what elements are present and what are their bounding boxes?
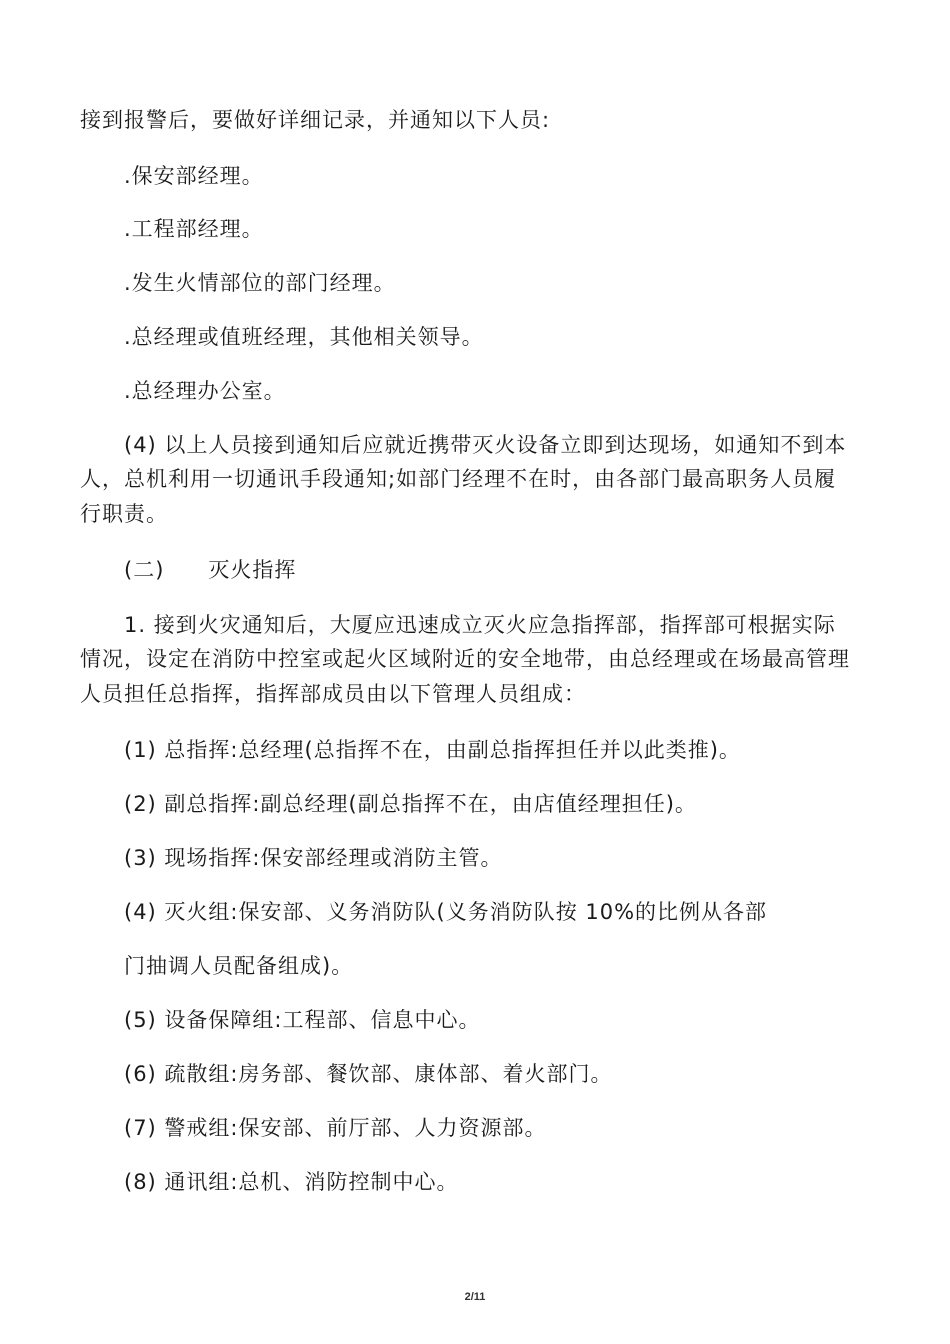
list-item-general-manager: .总经理或值班经理，其他相关领导。 — [124, 325, 484, 349]
list-item-communication-group: (8) 通讯组:总机、消防控制中心。 — [124, 1170, 459, 1194]
list-item-onsite-commander: (3) 现场指挥:保安部经理或消防主管。 — [124, 846, 503, 870]
list-item-security-cordon-group: (7) 警戒组:保安部、前厅部、人力资源部。 — [124, 1116, 547, 1140]
list-item-firefighting-group-line-1: (4) 灭火组:保安部、义务消防队(义务消防队按 10%的比例从各部 — [124, 900, 768, 924]
list-item-gm-office: .总经理办公室。 — [124, 379, 286, 403]
paragraph-1-line-2: 情况，设定在消防中控室或起火区域附近的安全地带，由总经理或在场最高管理 — [80, 647, 850, 671]
list-item-engineering-manager: .工程部经理。 — [124, 217, 264, 241]
section-title: 灭火指挥 — [208, 558, 297, 582]
list-item-deputy-commander: (2) 副总指挥:副总经理(副总指挥不在，由店值经理担任)。 — [124, 792, 697, 816]
page-number: 2/11 — [464, 1291, 486, 1303]
paragraph-1-line-3: 人员担任总指挥，指挥部成员由以下管理人员组成： — [80, 682, 586, 706]
paragraph-4-line-2: 人，总机利用一切通讯手段通知;如部门经理不在时，由各部门最高职务人员履 — [80, 467, 837, 491]
list-item-department-manager: .发生火情部位的部门经理。 — [124, 271, 396, 295]
section-heading — [124, 553, 296, 587]
section-number: (二) — [124, 558, 165, 582]
list-item-commander: (1) 总指挥:总经理(总指挥不在，由副总指挥担任并以此类推)。 — [124, 738, 741, 762]
list-item-equipment-group: (5) 设备保障组:工程部、信息中心。 — [124, 1008, 481, 1032]
paragraph-4-line-1: (4) 以上人员接到通知后应就近携带灭火设备立即到达现场，如通知不到本 — [124, 433, 847, 457]
list-item-evacuation-group: (6) 疏散组:房务部、餐饮部、康体部、着火部门。 — [124, 1062, 613, 1086]
paragraph-4-line-3: 行职责。 — [80, 502, 168, 526]
paragraph-notify-intro: 接到报警后，要做好详细记录，并通知以下人员: — [80, 108, 551, 132]
paragraph-1-line-1: 1. 接到火灾通知后，大厦应迅速成立灭火应急指挥部，指挥部可根据实际 — [124, 613, 836, 637]
list-item-security-manager: .保安部经理。 — [124, 164, 264, 188]
list-item-firefighting-group-line-2: 门抽调人员配备组成)。 — [124, 954, 354, 978]
